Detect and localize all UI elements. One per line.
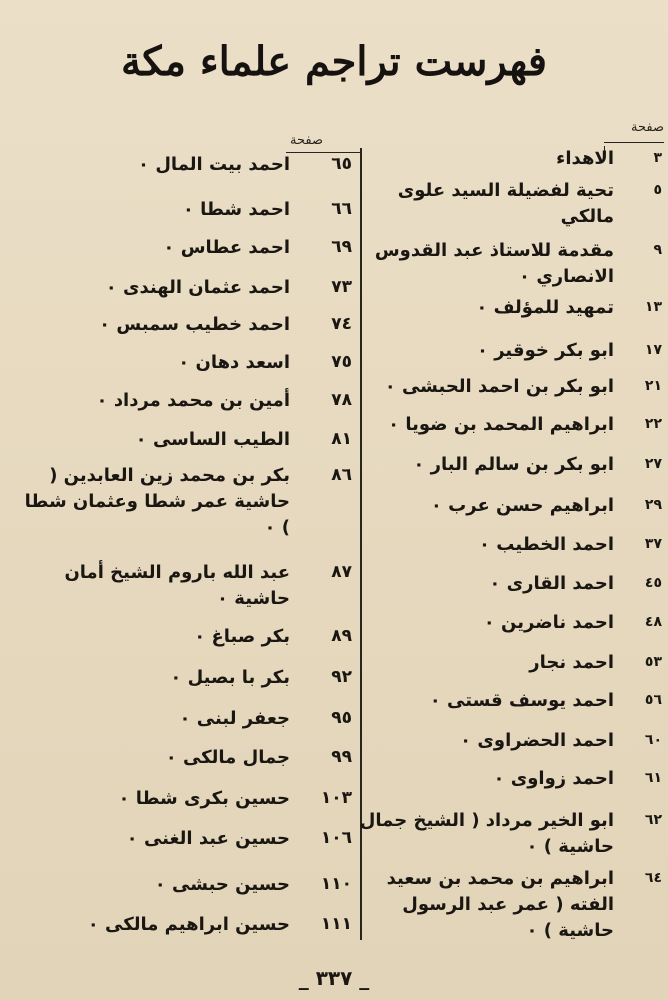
left-toc-entry (12, 275, 352, 301)
page-number-footer: _ ٣٣٧ _ (298, 966, 370, 990)
right-toc-entry-name: ابو بكر بن سالم البار ٠ (413, 454, 614, 475)
left-toc-page-number: ٦٥ (331, 154, 352, 174)
right-toc-page-number: ٢٢ (644, 416, 662, 432)
right-toc-page-number: ٣ (653, 150, 662, 166)
left-toc-entry (12, 235, 352, 261)
right-toc-page-number: ١٣ (644, 299, 662, 315)
left-toc-entry (12, 350, 352, 376)
right-toc-entry-name: تحية لفضيلة السيد علوى مالكي (397, 180, 614, 227)
left-toc-entry-name: حسين حبشى ٠ (154, 874, 290, 895)
left-toc-entry-name: جمال مالكى ٠ (165, 747, 290, 768)
left-toc-page-number: ١١٠ (320, 874, 352, 894)
left-toc-entry (12, 872, 352, 898)
left-toc-entry-name: عبد الله باروم الشيخ أمان حاشية ٠ (64, 562, 290, 609)
left-toc-page-number: ٨٧ (331, 562, 352, 582)
left-toc-page-number: ٦٦ (331, 199, 352, 219)
left-toc-entry (12, 706, 352, 732)
left-toc-page-number: ١٠٦ (320, 828, 352, 848)
right-toc-entry-name: احمد نجار (529, 652, 614, 673)
right-toc-entry-name: تمهيد للمؤلف ٠ (476, 297, 614, 318)
right-toc-page-number: ٢١ (644, 378, 662, 394)
left-toc-page-number: ٨١ (331, 429, 352, 449)
left-toc-entry-name: احمد خطيب سمبس ٠ (99, 314, 290, 335)
left-toc-page-number: ٩٢ (331, 667, 352, 687)
right-toc-entry-name: ابو بكر بن احمد الحبشى ٠ (384, 376, 614, 397)
left-toc-entry (12, 312, 352, 338)
left-toc-entry (12, 560, 352, 612)
right-toc-page-number: ١٧ (644, 342, 662, 358)
left-toc-entry (12, 912, 352, 938)
left-toc-entry (12, 624, 352, 650)
left-toc-entry-name: اسعد دهان ٠ (178, 352, 290, 373)
right-toc-entry-name: ابو الخير مرداد ( الشيخ جمال حاشية ) ٠ (359, 810, 614, 857)
left-toc-entry (12, 826, 352, 852)
left-toc-entry (12, 427, 352, 453)
page-title: فهرست تراجم علماء مكة (120, 38, 548, 85)
right-toc-page-number: ٦٢ (644, 812, 662, 828)
right-toc-entry-name: الاهداء (556, 148, 614, 169)
left-toc-page-number: ٧٤ (331, 314, 352, 334)
left-toc-entry-name: بكر با بصيل ٠ (170, 667, 290, 688)
right-toc-page-number: ٦١ (644, 770, 662, 786)
right-toc-entry-name: احمد الحضراوى ٠ (460, 730, 614, 751)
right-toc-entry-name: ابراهيم حسن عرب ٠ (430, 495, 614, 516)
left-toc-entry-name: احمد عثمان الهندى ٠ (105, 277, 290, 298)
right-toc-entry-name: احمد زواوى ٠ (493, 768, 614, 789)
left-toc-entry-name: حسين عبد الغنى ٠ (126, 828, 290, 849)
right-toc-page-number: ٤٥ (644, 575, 662, 591)
left-toc-entry (12, 463, 352, 541)
left-toc-page-number: ٧٣ (331, 277, 352, 297)
right-column-page-label: صفحة (631, 120, 664, 135)
right-toc-page-number: ٥ (653, 182, 662, 198)
left-toc-entry (12, 786, 352, 812)
right-toc-page-number: ٦٤ (644, 870, 662, 886)
left-toc-page-number: ٧٥ (331, 352, 352, 372)
left-toc-entry (12, 388, 352, 414)
right-toc-entry-name: ابراهيم المحمد بن ضويا ٠ (388, 414, 614, 435)
right-toc-page-number: ٩ (653, 242, 662, 258)
left-toc-page-number: ٦٩ (331, 237, 352, 257)
left-toc-entry-name: احمد شطا ٠ (182, 199, 290, 220)
left-toc-entry-name: أمين بن محمد مرداد ٠ (96, 390, 290, 411)
left-toc-page-number: ٨٩ (331, 626, 352, 646)
left-toc-page-number: ١٠٣ (320, 788, 352, 808)
left-toc-entry-name: بكر صباغ ٠ (194, 626, 290, 647)
right-toc-page-number: ٤٨ (644, 614, 662, 630)
right-toc-entry-name: احمد يوسف قستى ٠ (429, 690, 614, 711)
right-toc-page-number: ٢٩ (644, 497, 662, 513)
left-toc-entry-name: جعفر لبنى ٠ (179, 708, 290, 729)
left-toc-page-number: ١١١ (320, 914, 352, 934)
left-toc-entry-name: حسين بكرى شطا ٠ (118, 788, 290, 809)
right-toc-page-number: ٣٧ (644, 536, 662, 552)
right-toc-entry-name: ابو بكر خوقير ٠ (476, 340, 614, 361)
right-toc-page-number: ٥٣ (644, 654, 662, 670)
right-toc-entry-name: ابراهيم بن محمد بن سعيد الفته ( عمر عبد الرسول حاشية ) ٠ (386, 868, 614, 941)
left-toc-entry (12, 745, 352, 771)
right-toc-entry-name: احمد الخطيب ٠ (479, 534, 614, 555)
right-toc-page-number: ٥٦ (644, 692, 662, 708)
right-toc-page-number: ٢٧ (644, 456, 662, 472)
right-toc-page-number: ٦٠ (644, 732, 662, 748)
left-toc-entry-name: الطيب الساسى ٠ (135, 429, 290, 450)
left-toc-entry (12, 152, 352, 178)
right-toc-entry-name: احمد ناضرين ٠ (483, 612, 614, 633)
left-toc-entry-name: بكر بن محمد زين العابدين ( حاشية عمر شطا وعثمان شطا ) ٠ (24, 465, 290, 538)
left-toc-page-number: ٧٨ (331, 390, 352, 410)
left-toc-entry-name: احمد بيت المال ٠ (138, 154, 290, 175)
left-toc-page-number: ٩٥ (331, 708, 352, 728)
right-toc-entry-name: احمد القارى ٠ (489, 573, 614, 594)
left-toc-page-number: ٩٩ (331, 747, 352, 767)
left-column-page-label: صفحة (290, 133, 323, 148)
left-toc-entry-name: حسين ابراهيم مالكى ٠ (87, 914, 290, 935)
right-toc-entry-name: مقدمة للاستاذ عبد القدوس الانصاري ٠ (374, 240, 614, 287)
left-toc-entry (12, 197, 352, 223)
left-toc-page-number: ٨٦ (331, 465, 352, 485)
left-toc-entry-name: احمد عطاس ٠ (163, 237, 290, 258)
left-toc-entry (12, 665, 352, 691)
